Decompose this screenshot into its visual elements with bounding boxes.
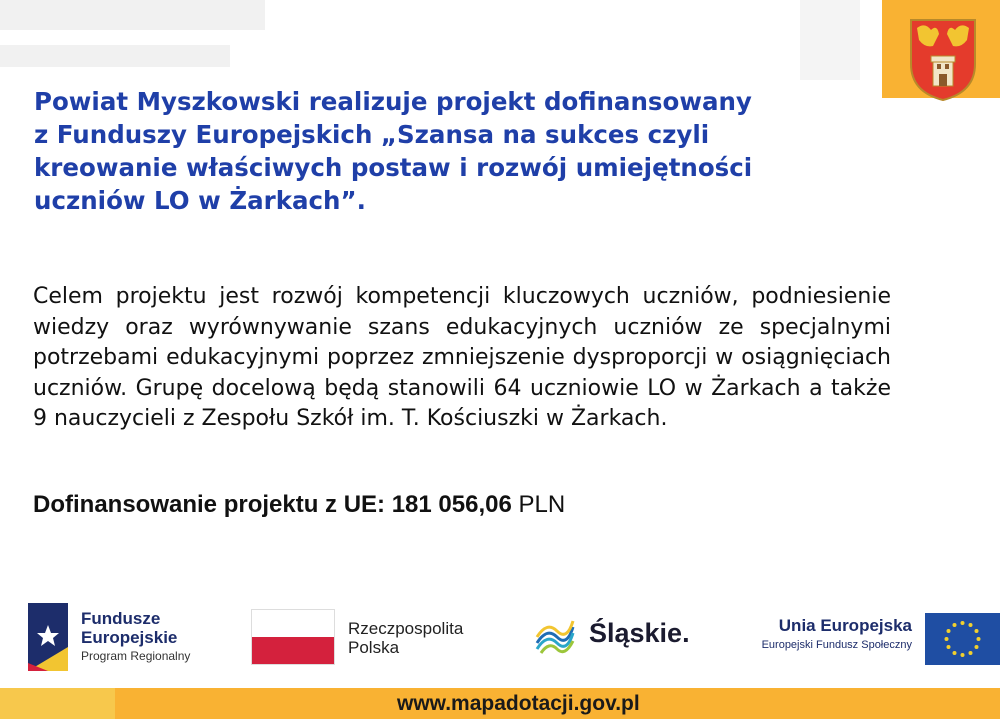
rzeczpospolita-logo-text — [348, 619, 463, 657]
slaskie-waves-icon — [533, 613, 577, 657]
unia-europejska-logo-text — [740, 615, 912, 653]
fe-line-1: Fundusze — [81, 609, 161, 628]
funding-label: Dofinansowanie projektu z UE: — [33, 491, 392, 518]
background-decoration — [800, 0, 860, 80]
footer-website-link[interactable]: www.mapadotacji.gov.pl — [397, 692, 640, 715]
fe-line-2: Europejskie — [81, 628, 178, 647]
background-decoration — [0, 45, 230, 67]
funding-line — [33, 491, 565, 519]
project-description: Celem projektu jest rozwój kompetencji kluczowych uczniów, podniesienie wiedzy oraz wyrównywanie szans edukacyjnych uczniów ze specjalnymi potrzebami edukacyjnymi poprzez zmniejszenie dysproporcji w osiągnięciach uczniów. Grupę docelową będą stanowili 64 uczniowie LO w Żarkach a także 9 nauczycieli z Zespołu Szkół im. T. Kościuszki w Żarkach. — [33, 284, 891, 431]
pl-line-1: Rzeczpospolita — [348, 619, 464, 638]
fundusze-europejskie-logo-text — [81, 609, 190, 665]
logo-bar — [0, 595, 1000, 680]
poland-flag-icon — [251, 609, 335, 665]
ue-line-1: Unia Europejska — [778, 616, 912, 635]
powiat-coat-of-arms-icon — [907, 16, 979, 102]
page-title: Powiat Myszkowski realizuje projekt dofinansowany z Funduszy Europejskich „Szansa na sukces czyli kreowanie właściwych postaw i rozwój umiejętności uczniów LO w Żarkach”. — [34, 87, 753, 215]
fundusze-europejskie-star-icon — [28, 603, 68, 671]
fe-line-3: Program Regionalny — [81, 649, 191, 663]
footer-bar — [0, 688, 1000, 719]
slaskie-logo-text: Śląskie. — [589, 618, 690, 648]
footer-accent — [0, 688, 115, 719]
ue-line-2: Europejski Fundusz Społeczny — [761, 639, 912, 651]
eu-flag-icon — [925, 613, 1000, 665]
funding-currency: PLN — [511, 491, 566, 518]
funding-amount: 181 056,06 — [391, 491, 512, 518]
pl-line-2: Polska — [348, 638, 400, 657]
background-decoration — [0, 0, 265, 30]
